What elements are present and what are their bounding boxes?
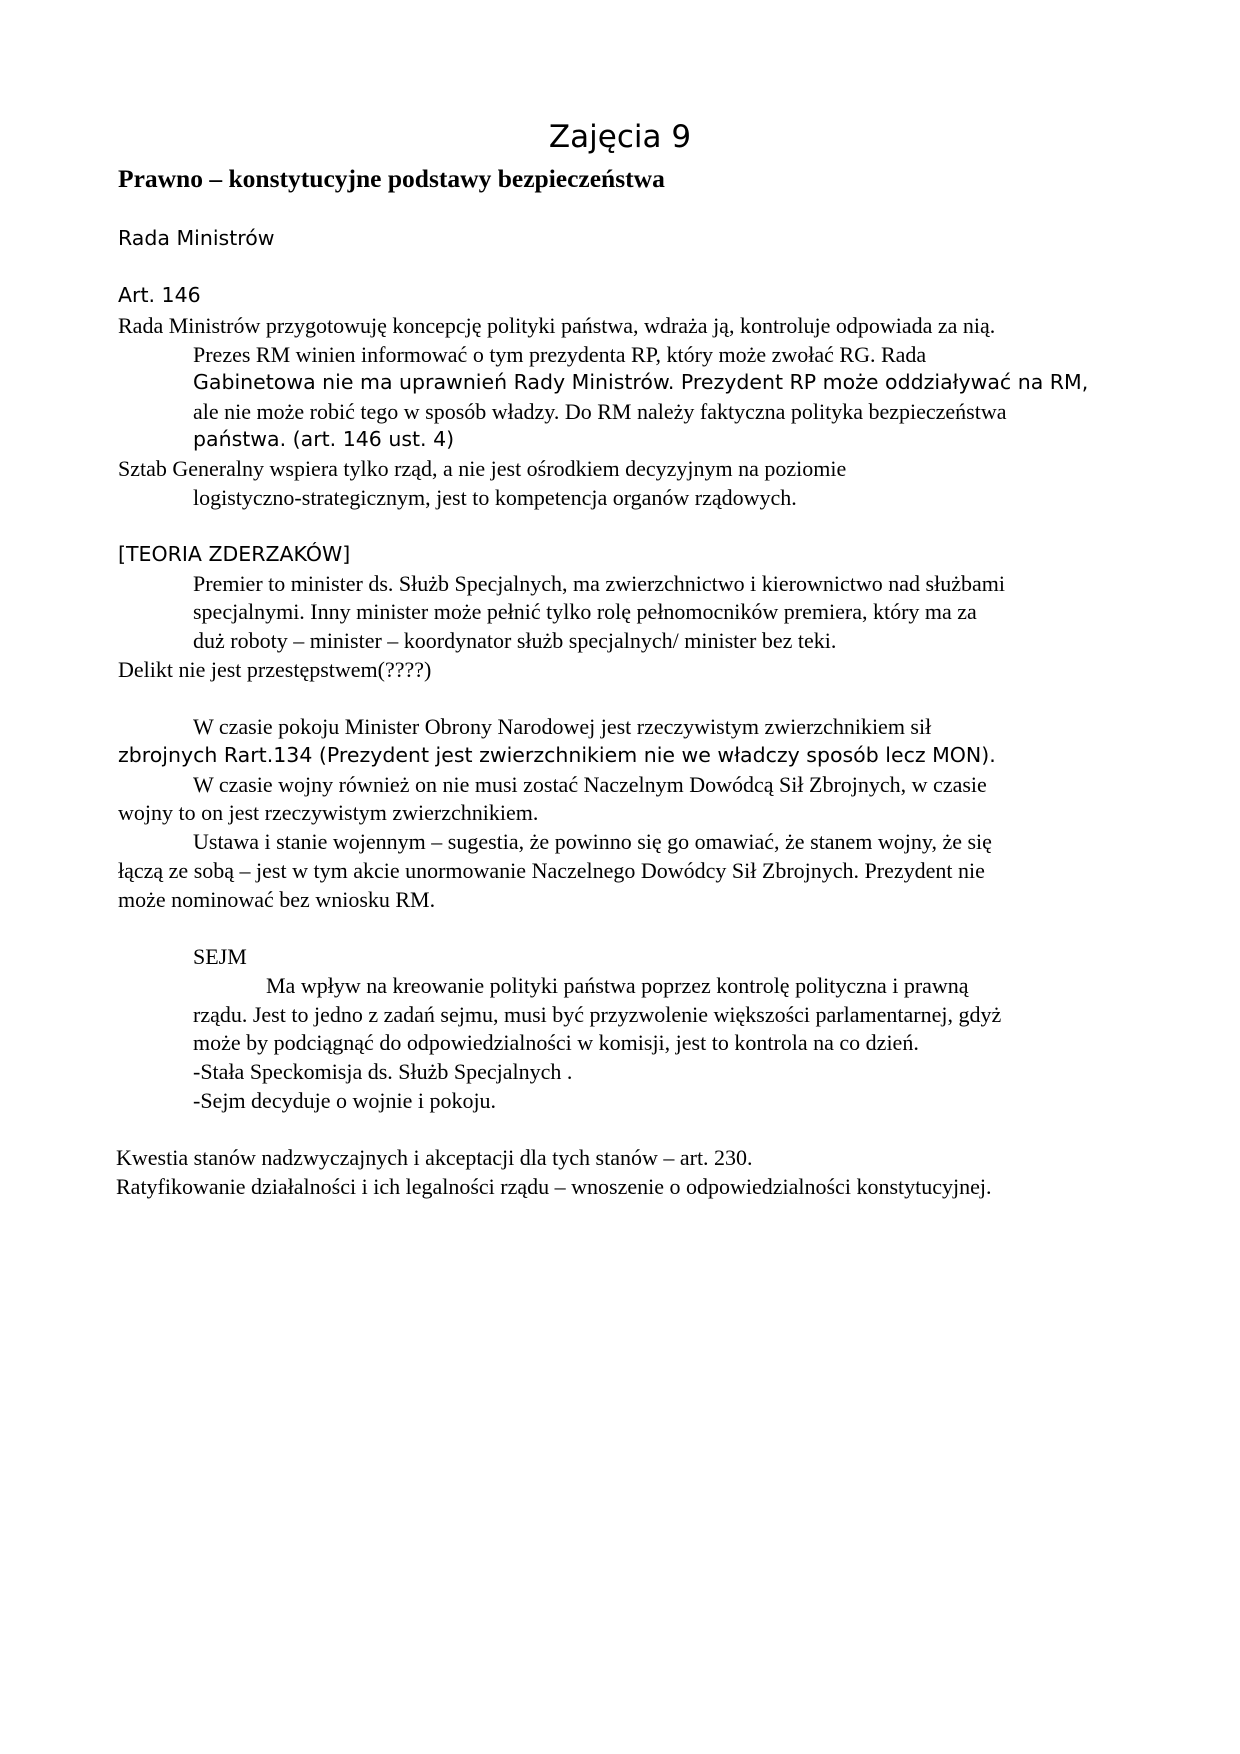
- paragraph-line: zbrojnych Rart.134 (Prezydent jest zwierzchnikiem nie we władczy sposób lecz MON).: [118, 743, 996, 767]
- paragraph-line: ale nie może robić tego w sposób władzy. Do RM należy faktyczna polityka bezpieczeństwa: [193, 399, 1007, 424]
- page-subtitle: Prawno – konstytucyjne podstawy bezpieczeństwa: [118, 164, 665, 193]
- paragraph-line: duż roboty – minister – koordynator służb specjalnych/ minister bez teki.: [193, 628, 837, 653]
- paragraph-line: Ratyfikowanie działalności i ich legalności rządu – wnoszenie o odpowiedzialności konstytucyjnej.: [116, 1174, 992, 1199]
- paragraph-line: może nominować bez wniosku RM.: [118, 887, 436, 912]
- paragraph-line: W czasie pokoju Minister Obrony Narodowej jest rzeczywistym zwierzchnikiem sił: [193, 714, 932, 739]
- paragraph-line: Ustawa i stanie wojennym – sugestia, że powinno się go omawiać, że stanem wojny, że się: [193, 829, 992, 854]
- paragraph-line: Premier to minister ds. Służb Specjalnych, ma zwierzchnictwo i kierownictwo nad służbami: [193, 571, 1005, 596]
- paragraph-line: Kwestia stanów nadzwyczajnych i akceptacji dla tych stanów – art. 230.: [116, 1145, 753, 1170]
- section-heading-rada-ministrow: Rada Ministrów: [118, 226, 275, 250]
- paragraph-line: Delikt nie jest przestępstwem(????): [118, 657, 432, 682]
- section-heading-sejm: SEJM: [193, 944, 247, 969]
- paragraph-line: rządu. Jest to jedno z zadań sejmu, musi być przyzwolenie większości parlamentarnej, gdyż: [193, 1002, 1002, 1027]
- list-item: -Sejm decyduje o wojnie i pokoju.: [193, 1088, 497, 1113]
- article-reference: Art. 146: [118, 283, 201, 307]
- paragraph-line: państwa. (art. 146 ust. 4): [193, 427, 455, 451]
- paragraph-line: Ma wpływ na kreowanie polityki państwa poprzez kontrolę polityczna i prawną: [266, 973, 969, 998]
- paragraph-line: Sztab Generalny wspiera tylko rząd, a nie jest ośrodkiem decyzyjnym na poziomie: [118, 456, 847, 481]
- paragraph-line: wojny to on jest rzeczywistym zwierzchnikiem.: [118, 800, 539, 825]
- paragraph-line: Prezes RM winien informować o tym prezydenta RP, który może zwołać RG. Rada: [193, 342, 927, 367]
- page-title: Zajęcia 9: [548, 119, 692, 155]
- paragraph-line: logistyczno-strategicznym, jest to kompetencja organów rządowych.: [193, 485, 797, 510]
- paragraph-line: łączą ze sobą – jest w tym akcie unormowanie Naczelnego Dowódcy Sił Zbrojnych. Prezydent nie: [118, 858, 985, 883]
- paragraph-line: specjalnymi. Inny minister może pełnić tylko rolę pełnomocników premiera, który ma za: [193, 599, 977, 624]
- section-heading-teoria-zderzakow: [TEORIA ZDERZAKÓW]: [118, 542, 351, 566]
- list-item: -Stała Speckomisja ds. Służb Specjalnych .: [193, 1059, 573, 1084]
- paragraph-line: Gabinetowa nie ma uprawnień Rady Ministrów. Prezydent RP może oddziaływać na RM,: [193, 370, 1089, 394]
- paragraph-line: W czasie wojny również on nie musi zostać Naczelnym Dowódcą Sił Zbrojnych, w czasie: [193, 772, 987, 797]
- paragraph-line: Rada Ministrów przygotowuję koncepcję polityki państwa, wdraża ją, kontroluje odpowiada za nią.: [118, 313, 996, 338]
- paragraph-line: może by podciągnąć do odpowiedzialności w komisji, jest to kontrola na co dzień.: [193, 1030, 919, 1055]
